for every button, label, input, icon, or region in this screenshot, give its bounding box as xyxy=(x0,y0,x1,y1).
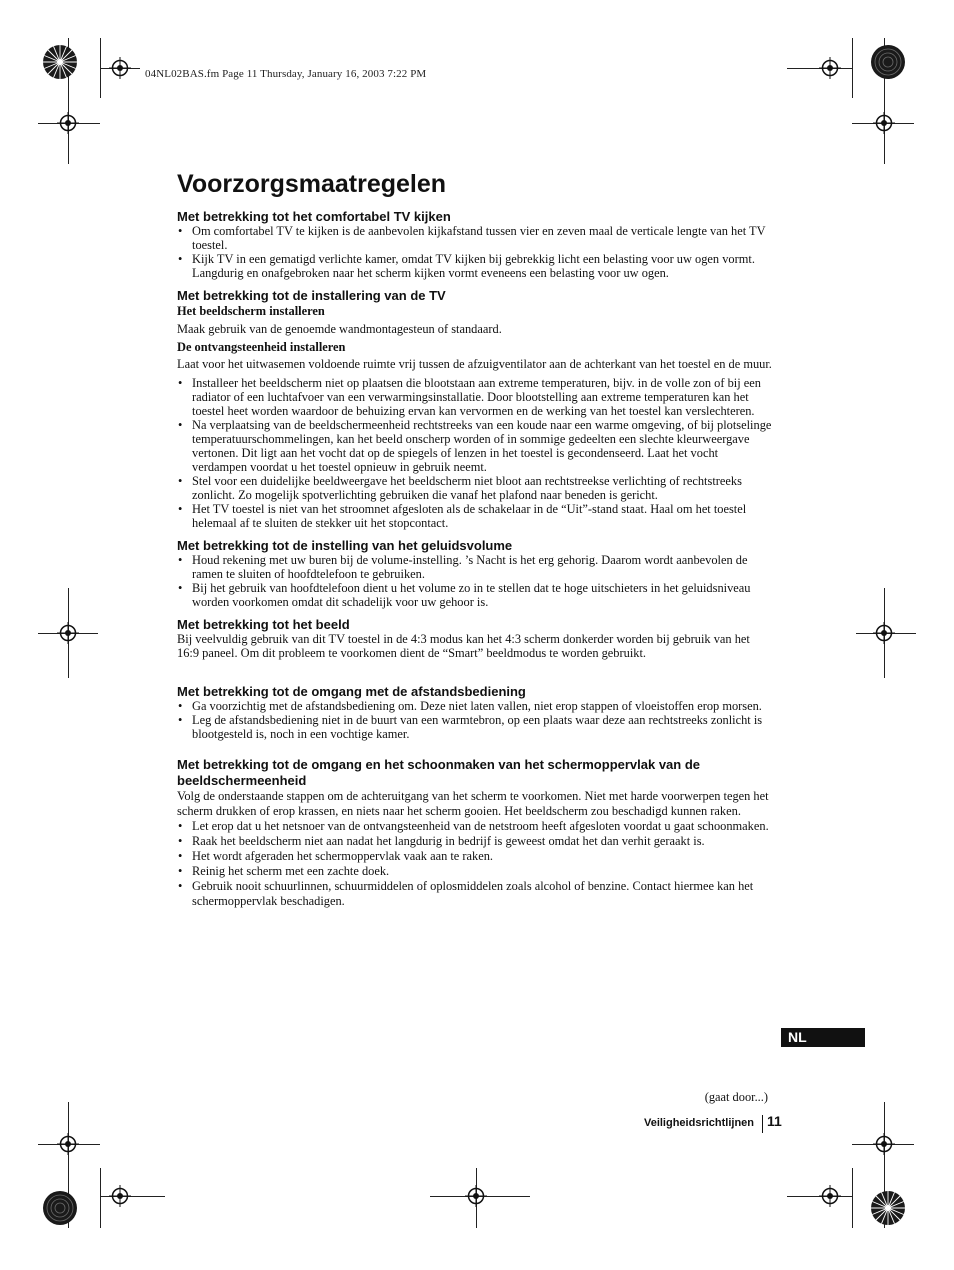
registration-crosshair xyxy=(873,112,895,134)
bullet-item: • Het wordt afgeraden het schermoppervlak vaak aan te raken. xyxy=(177,849,774,864)
section-comfortable-viewing xyxy=(177,209,774,280)
bullet-item: • Ga voorzichtig met de afstandsbediening om. Deze niet laten vallen, niet erop stappen of vloeistoffen erop morsen. xyxy=(177,699,774,713)
paragraph: Laat voor het uitwasemen voldoende ruimte vrij tussen de afzuigventilator aan de achterkant van het toestel en de muur. xyxy=(177,357,772,371)
bullet-list xyxy=(177,553,774,609)
section-heading: Met betrekking tot de omgang met de afstandsbediening xyxy=(177,684,526,699)
page-number: 11 xyxy=(767,1113,782,1129)
file-header: 04NL02BAS.fm Page 11 Thursday, January 16, 2003 7:22 PM xyxy=(145,68,427,80)
bullet-item: • Bij het gebruik van hoofdtelefoon dient u het volume zo in te stellen dat te hoge uitschieters in het geluidsniveau worden voorkomen omdat dit schadelijk voor uw gehoor is. xyxy=(177,581,774,609)
document-body xyxy=(177,209,774,909)
section-heading: Met betrekking tot het beeld xyxy=(177,617,350,632)
bullet-item: • Gebruik nooit schuurlinnen, schuurmiddelen of oplosmiddelen zoals alcohol of benzine. Contact hiermee kan het schermoppervlak beschadigen. xyxy=(177,879,774,909)
registration-crosshair xyxy=(465,1185,487,1207)
registration-target-wheel xyxy=(870,1190,906,1226)
section-heading: Met betrekking tot de omgang en het schoonmaken van het schermoppervlak van de beeldschermeenheid xyxy=(177,757,701,788)
registration-crosshair xyxy=(57,1133,79,1155)
paragraph: Maak gebruik van de genoemde wandmontagesteun of standaard. xyxy=(177,322,502,336)
bullet-list xyxy=(177,699,774,741)
bullet-item: • Installeer het beeldscherm niet op plaatsen die blootstaan aan extreme temperaturen, bijv. in de volle zon of bij een radiator of een luchtafvoer van een verwarmingsinstallatie. Door blootstelling aan extreme temperaturen kan het toestel heet worden waardoor de behuizing ervan kan vervormen en de werking van het toestel kan verslechteren. xyxy=(177,376,774,418)
paragraph: Volg de onderstaande stappen om de achteruitgang van het scherm te voorkomen. Niet met harde voorwerpen tegen het scherm drukken of erop krassen, en niets naar het scherm gooien. Het beeldscherm zou beschadigd kunnen raken. xyxy=(177,789,769,818)
registration-crosshair xyxy=(109,1185,131,1207)
registration-crosshair xyxy=(873,1133,895,1155)
bullet-item: • Raak het beeldscherm niet aan nadat het langdurig in bedrijf is geweest omdat het dan verhit geraakt is. xyxy=(177,834,774,849)
section-picture xyxy=(177,617,774,660)
bullet-item: • Leg de afstandsbediening niet in de buurt van een warmtebron, op een plaats waar deze aan rechtstreeks zonlicht is blootgesteld is, noch in een vochtige kamer. xyxy=(177,713,774,741)
subsection-heading: Het beeldscherm installeren xyxy=(177,304,325,318)
bullet-item: • Reinig het scherm met een zachte doek. xyxy=(177,864,774,879)
bullet-item: • Na verplaatsing van de beeldschermeenheid rechtstreeks van een koude naar een warme omgeving, of bij plotselinge temperatuurschommelingen, kan het beeld onscherp worden of in sommige gedeelten een slechte kleurweergave vertonen. Dit ligt aan het vocht dat op de spiegels of lenzen in het toestel is gecondenseerd. Laat het vocht verdampen voordat u het toestel opnieuw in gebruik neemt. xyxy=(177,418,774,474)
section-sound-volume xyxy=(177,538,774,609)
crop-line xyxy=(852,38,853,98)
bullet-item: • Om comfortabel TV te kijken is de aanbevolen kijkafstand tussen vier en zeven maal de verticale lengte van het TV toestel. xyxy=(177,224,774,252)
bullet-item: • Houd rekening met uw buren bij de volume-instelling. ’s Nacht is het erg gehorig. Daarom wordt aanbevolen de ramen te sluiten of hoofdtelefoon te gebruiken. xyxy=(177,553,774,581)
page-footer xyxy=(0,1112,954,1132)
crop-line xyxy=(100,1168,101,1228)
paragraph: Bij veelvuldig gebruik van dit TV toestel in de 4:3 modus kan het 4:3 scherm donkerder worden bij gebruik van het 16:9 paneel. Om dit probleem te voorkomen dient de “Smart” beeldmodus te worden gebruikt. xyxy=(177,632,750,660)
registration-crosshair xyxy=(57,112,79,134)
bullet-item: • Kijk TV in een gematigd verlichte kamer, omdat TV kijken bij gebrekkig licht een belasting voor uw ogen vormt. Langdurig en onafgebroken naar het scherm kijken vormt eveneens een belasting voor uw ogen. xyxy=(177,252,774,280)
section-heading: Met betrekking tot het comfortabel TV kijken xyxy=(177,209,451,224)
bullet-item: • Let erop dat u het netsnoer van de ontvangsteenheid van de netstroom heeft afgesloten voordat u gaat schoonmaken. xyxy=(177,819,774,834)
bullet-item: • Stel voor een duidelijke beeldweergave het beeldscherm niet bloot aan rechtstreekse verlichting of rechtstreeks zonlicht. Zo mogelijk spotverlichting gebruiken die vanaf het plafond naar beneden is gericht. xyxy=(177,474,774,502)
registration-crosshair xyxy=(873,622,895,644)
continued-note: (gaat door...) xyxy=(704,1090,768,1104)
section-heading: Met betrekking tot de instelling van het geluidsvolume xyxy=(177,538,513,553)
registration-crosshair xyxy=(109,57,131,79)
language-tab: NL xyxy=(781,1028,865,1047)
subsection-heading: De ontvangsteenheid installeren xyxy=(177,340,346,354)
page-title: Voorzorgsmaatregelen xyxy=(177,170,447,198)
registration-crosshair xyxy=(819,1185,841,1207)
registration-target-wheel xyxy=(42,44,78,80)
footer-divider xyxy=(762,1115,763,1133)
registration-crosshair xyxy=(819,57,841,79)
registration-target-wheel xyxy=(870,44,906,80)
footer-section-label: Veiligheidsrichtlijnen xyxy=(643,1117,754,1129)
bullet-list xyxy=(177,819,774,909)
section-screen-cleaning xyxy=(177,757,774,909)
bullet-item: • Het TV toestel is niet van het stroomnet afgesloten als de schakelaar in de “Uit”-stand staat. Haal om het toestel helemaal af te sluiten de stekker uit het stopcontact. xyxy=(177,502,774,530)
bullet-list xyxy=(177,376,774,530)
bullet-list xyxy=(177,224,774,280)
section-installation xyxy=(177,288,774,530)
section-remote-control xyxy=(177,684,774,741)
registration-target-wheel xyxy=(42,1190,78,1226)
section-heading: Met betrekking tot de installering van de TV xyxy=(177,288,446,303)
crop-line xyxy=(852,1168,853,1228)
registration-crosshair xyxy=(57,622,79,644)
